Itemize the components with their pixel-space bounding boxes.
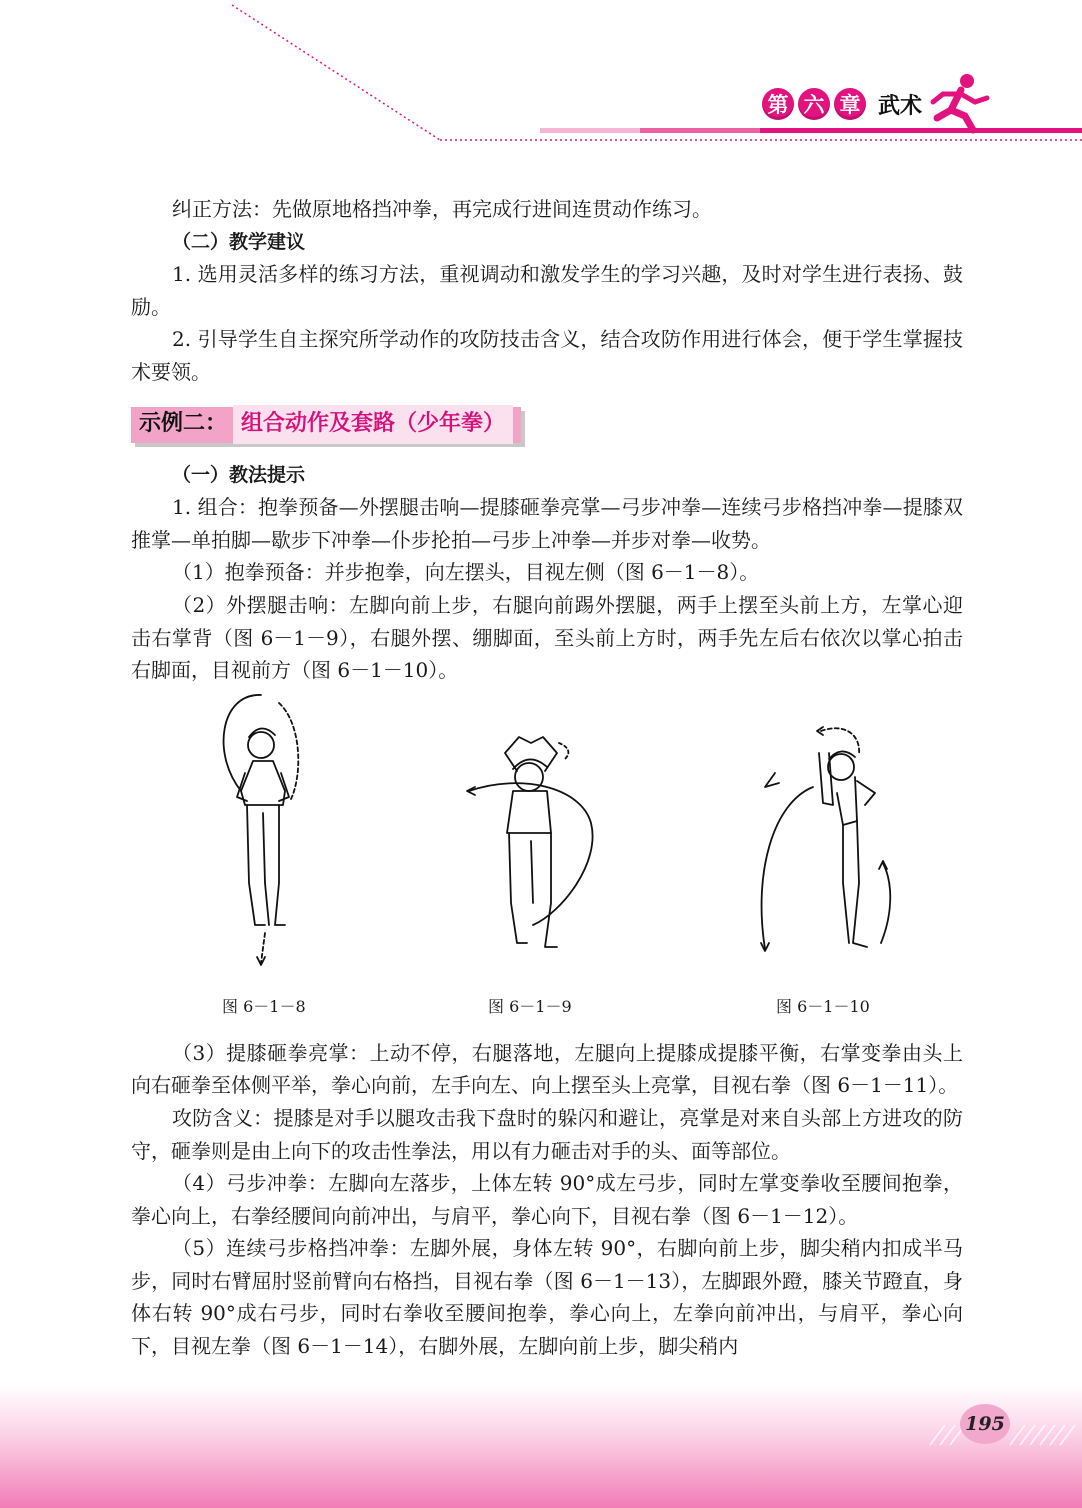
page-number: 195	[960, 1404, 1010, 1444]
footer-band	[0, 1385, 1082, 1508]
figure-caption: 图 6－1－8	[222, 996, 306, 1016]
example-title	[131, 407, 521, 443]
runner-icon	[925, 72, 991, 134]
figure-drawing	[461, 693, 701, 983]
paragraph: 1. 组合：抱拳预备—外摆腿击响—提膝砸拳亮掌—弓步冲拳—连续弓步格挡冲拳—提膝双推掌—单拍脚—歇步下冲拳—仆步抡拍—弓步上冲拳—并步对拳—收势。	[131, 495, 963, 552]
chapter-name: 武术	[878, 93, 923, 119]
paragraph: （4）弓步冲拳：左脚向左落步，上体左转 90°成左弓步，同时左掌变拳收至腰间抱拳，拳心向上，右拳经腰间向前冲出，与肩平，拳心向下，目视右拳（图 6－1－12）。	[131, 1171, 963, 1228]
figure-6-1-9	[461, 693, 701, 1033]
sub-heading: （二）教学建议	[172, 230, 306, 253]
header-decoration	[0, 0, 1082, 160]
paragraph: 攻防含义：提膝是对手以腿攻击我下盘时的躲闪和避让，亮掌是对来自头部上方进攻的防守，砸拳则是由上向下的攻击性拳法，用以有力砸击对手的头、面等部位。	[131, 1105, 963, 1163]
figure-drawing	[191, 693, 431, 983]
example-heading: 组合动作及套路（少年拳）	[233, 405, 513, 444]
figure-6-1-10	[743, 693, 983, 1033]
figure-6-1-8	[191, 693, 431, 1033]
paragraph: 2. 引导学生自主探究所学动作的攻防技击含义，结合攻防作用进行体会，便于学生掌握技术要领。	[131, 327, 963, 384]
figure-caption: 图 6－1－10	[776, 996, 870, 1016]
paragraph: （5）连续弓步格挡冲拳：左脚外展，身体左转 90°，右脚向前上步，脚尖稍内扣成半马步，同时右臂屈肘竖前臂向右格挡，目视右拳（图 6－1－13），左脚跟外蹬，膝关节蹬直，身体右转 90°成右弓步，同时右拳收至腰间抱拳，拳心向上，左拳向前冲出，与肩平，拳心向下，目视左拳（图 6－1－14），右脚外展，左脚向前上步，脚尖稍内	[131, 1236, 963, 1359]
paragraph: （3）提膝砸拳亮掌：上动不停，右腿落地，左腿向上提膝成提膝平衡，右掌变拳由头上向右砸拳至体侧平举，拳心向前，左手向左、向上摆至头上亮掌，目视右拳（图 6－1－11）。	[131, 1040, 963, 1098]
paragraph: （1）抱拳预备：并步抱拳，向左摆头，目视左侧（图 6－1－8）。	[172, 560, 760, 585]
paragraph: （2）外摆腿击响：左脚向前上步，右腿向前踢外摆腿，两手上摆至头前上方，左掌心迎击右掌背（图 6－1－9），右腿外摆、绷脚面，至头前上方时，两手先左后右依次以掌心拍击右脚面，目视前方（图 6－1－10）。	[131, 592, 963, 683]
chapter-char-3: 章	[834, 88, 866, 120]
figure-drawing	[743, 693, 983, 983]
sub-heading: （一）教法提示	[172, 463, 306, 486]
chapter-char-2: 六	[798, 88, 830, 120]
paragraph: 纠正方法：先做原地格挡冲拳，再完成行进间连贯动作练习。	[172, 197, 712, 221]
figure-row	[131, 693, 963, 1033]
paragraph: 1. 选用灵活多样的练习方法，重视调动和激发学生的学习兴趣，及时对学生进行表扬、鼓励。	[131, 262, 963, 319]
figure-caption: 图 6－1－9	[488, 996, 572, 1016]
example-label: 示例二：	[139, 411, 228, 437]
chapter-header	[762, 88, 922, 120]
main-content	[131, 193, 963, 1363]
chapter-char-1: 第	[762, 88, 794, 120]
